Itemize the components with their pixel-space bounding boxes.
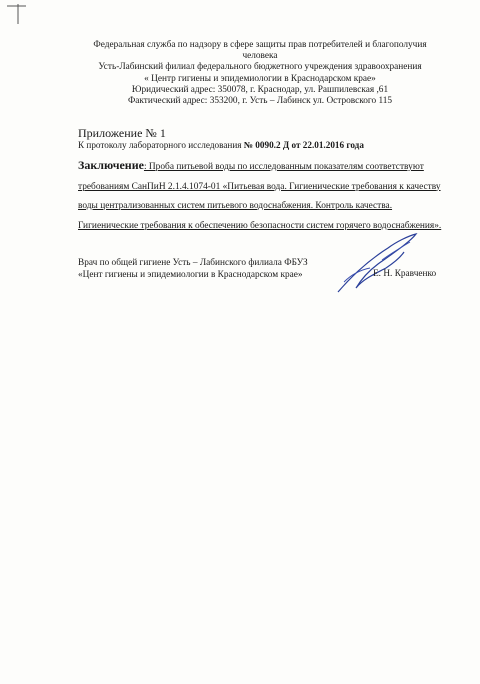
legal-address: Юридический адрес: 350078, г. Краснодар, ул. Рашпилевская ,61 [131,84,389,95]
protocol-reference [78,140,364,150]
signer-position: Врач по общей гигиене Усть – Лабинского филиала ФБУЗ [78,258,308,268]
conclusion-text: Гигиенические требования к обеспечению безопасности систем горячего водоснабжения». [78,220,442,231]
conclusion-text: : Проба питьевой воды по исследованным показателям соответствуют [143,162,424,172]
signature-block [78,257,308,281]
header-line: Федеральная служба по надзору в сфере защиты прав потребителей и благополучия [93,40,427,50]
appendix-title: Приложение № 1 [78,126,166,140]
conclusion-label: Заключение [78,158,144,172]
signer-organization: «Цент гигиены и эпидемиологии в Краснодарском крае» [78,270,303,280]
conclusion-text: воды централизованных систем питьевого водоснабжения. Контроль качества. [78,201,393,211]
header-line: « Центр гигиены и эпидемиологии в Краснодарском крае» [144,73,376,84]
conclusion-block [78,156,468,236]
header-line: человека [242,51,278,62]
signer-name: Е. Н. Кравченко [373,269,437,279]
organization-header [60,40,460,107]
protocol-number: № 0090.2 Д от 22.01.2016 года [243,140,364,150]
protocol-prefix: К протоколу лабораторного исследования [78,140,242,150]
handwritten-signature [330,230,430,305]
actual-address: Фактический адрес: 353200, г. Усть – Лабинск ул. Островского 115 [127,96,393,107]
header-line: Усть-Лабинский филиал федерального бюджетного учреждения здравоохранения [98,62,422,73]
corner-scan-mark [4,2,30,31]
conclusion-text: требованиям СанПиН 2.1.4.1074-01 «Питьевая вода. Гигиенические требования к качеству [78,181,441,192]
